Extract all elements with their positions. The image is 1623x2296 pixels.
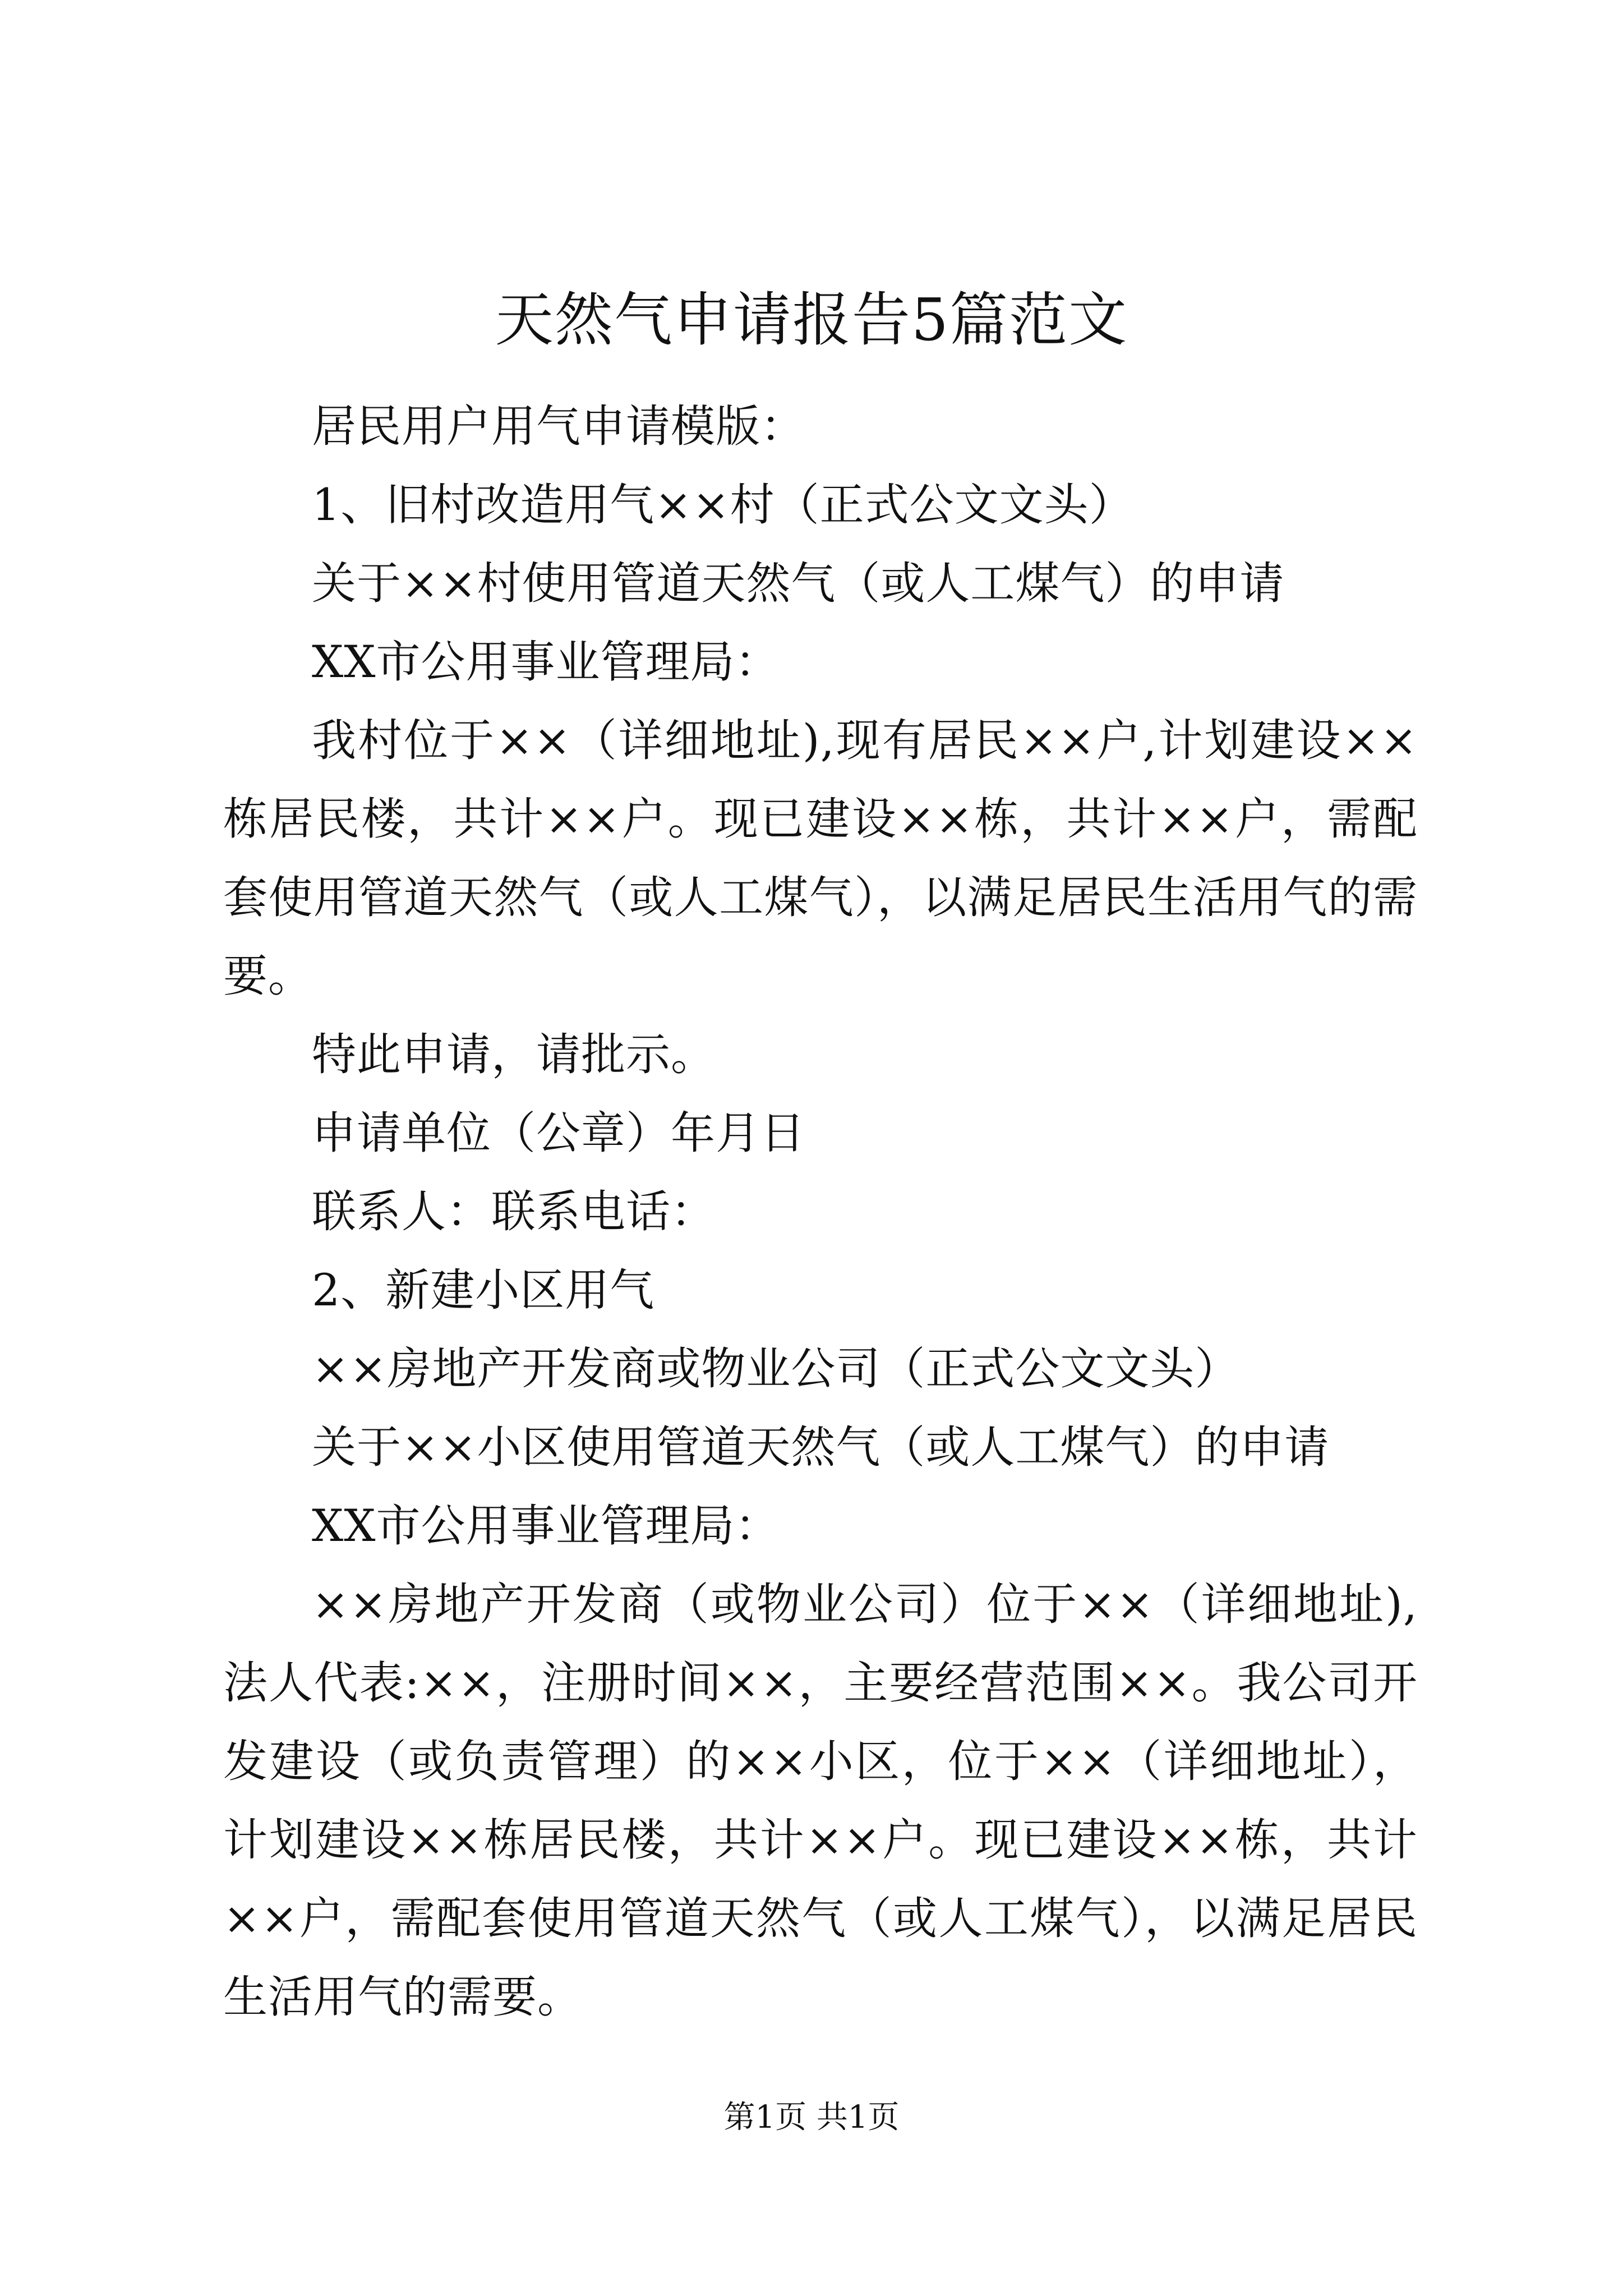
paragraph-body-2: ××房地产开发商（或物业公司）位于××（详细地址),法人代表:××，注册时间××，主要经营范围××。我公司开发建设（或负责管理）的××小区，位于××（详细地址），计划建设××栋居民楼，共计××户。现已建设××栋，共计××户，需配套使用管道天然气（或人工煤气），以满足居民生活用气的需要。 [223, 1579, 1418, 2023]
page-footer: 第1页 共1页 [723, 2099, 900, 2136]
paragraph-section-1-heading: 1、旧村改造用气××村（正式公文文头） [312, 479, 1134, 531]
paragraph-application-title-1: 关于××村使用管道天然气（或人工煤气）的申请 [312, 558, 1285, 609]
paragraph-request-closing: 特此申请，请批示。 [312, 1029, 716, 1080]
document-body [223, 387, 1418, 2036]
paragraph-application-title-2: 关于××小区使用管道天然气（或人工煤气）的申请 [312, 1421, 1330, 1473]
paragraph-applicant-signature: 申请单位（公章）年月日 [312, 1107, 805, 1159]
paragraph-recipient-1: XX市公用事业管理局： [312, 636, 780, 688]
paragraph-template-heading: 居民用户用气申请模版： [312, 401, 805, 452]
paragraph-body-1: 我村位于××（详细地址),现有居民××户,计划建设××栋居民楼，共计××户。现已建设××栋，共计××户，需配套使用管道天然气（或人工煤气），以满足居民生活用气的需要。 [223, 715, 1418, 1002]
document-title: 天然气申请报告5篇范文 [495, 286, 1128, 354]
paragraph-recipient-2: XX市公用事业管理局： [312, 1500, 780, 1552]
paragraph-contact-info: 联系人：联系电话： [312, 1186, 716, 1237]
paragraph-company-letterhead: ××房地产开发商或物业公司（正式公文文头） [312, 1343, 1240, 1395]
paragraph-section-2-heading: 2、新建小区用气 [312, 1264, 655, 1316]
